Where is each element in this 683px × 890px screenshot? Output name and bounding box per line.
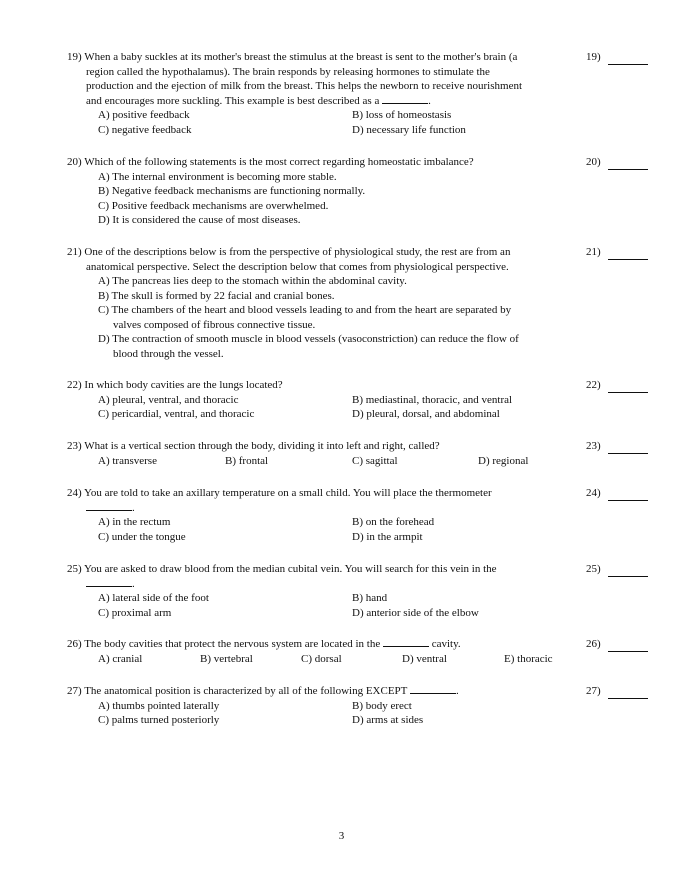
answer-number-19: 19) <box>586 51 601 63</box>
option-c-continued: valves composed of fibrous connective tissue. <box>113 318 316 331</box>
option-b: B) on the forehead <box>352 516 435 528</box>
option-d: D) necessary life function <box>352 123 466 136</box>
question-24: 24) You are told to take an axillary temperature on a small child. You will place the thermometer . A) in the rectum B) on the forehead C) under the tongue D) in the armpit <box>67 486 567 544</box>
answer-number-22: 22) <box>586 379 601 391</box>
option-b: B) body erect <box>352 699 412 712</box>
answer-number-24: 24) <box>586 487 601 499</box>
option-a: A) cranial <box>98 652 143 665</box>
question-stem: 21) One of the descriptions below is from the perspective of physiological study, the rest are from an <box>67 246 511 258</box>
option-c: C) Positive feedback mechanisms are overwhelmed. <box>98 199 329 212</box>
option-a: A) in the rectum <box>98 516 171 528</box>
question-stem: 20) Which of the following statements is the most correct regarding homeostatic imbalance? <box>67 156 474 168</box>
option-b: B) mediastinal, thoracic, and ventral <box>352 393 513 406</box>
question-22 <box>67 378 567 422</box>
option-c: C) sagittal <box>352 454 398 467</box>
option-e: E) thoracic <box>504 652 553 665</box>
question-stem: 27) The anatomical position is characterized by all of the following EXCEPT <box>67 685 408 697</box>
question-stem: 23) What is a vertical section through the body, dividing it into left and right, called? <box>67 440 440 452</box>
question-stem-end: cavity. <box>431 638 461 650</box>
question-27: 27) The anatomical position is characterized by all of the following EXCEPT . A) thumbs pointed laterally B) body erect C) palms turned posteriorly D) arms at sides <box>67 685 459 726</box>
answer-blank <box>382 94 428 104</box>
answer-number-25: 25) <box>586 563 601 575</box>
option-d: D) in the armpit <box>352 530 423 543</box>
answer-line-22[interactable] <box>608 392 648 393</box>
option-a: A) The internal environment is becoming more stable. <box>98 170 337 183</box>
question-stem: 24) You are told to take an axillary temperature on a small child. You will place the thermometer <box>67 487 492 499</box>
option-c: C) pericardial, ventral, and thoracic <box>98 408 255 420</box>
question-stem: 25) You are asked to draw blood from the median cubital vein. You will search for this vein in the <box>67 563 497 575</box>
question-stem: 22) In which body cavities are the lungs located? <box>67 379 283 391</box>
answer-line-24[interactable] <box>608 500 648 501</box>
question-19: 19) When a baby suckles at its mother's breast the stimulus at the breast is sent to the mother's brain (a region called the hypothalamus). The brain responds by releasing hormones to stimulate the production and the ejection of milk from the breast. This helps the newborn to receive nourishment and encourages more suckling. This example is best described as a . A) positive feedback B) loss of homeostasis C) negative feedback D) necessary life function <box>67 50 567 137</box>
answer-number-26: 26) <box>586 638 601 650</box>
answer-blank <box>86 577 132 587</box>
answer-blank <box>383 637 429 647</box>
answer-line-25[interactable] <box>608 576 648 577</box>
option-d: D) arms at sides <box>352 714 424 726</box>
option-d: D) pleural, dorsal, and abdominal <box>352 408 500 420</box>
page-number: 3 <box>338 830 345 842</box>
option-a: A) positive feedback <box>98 109 190 121</box>
option-c: C) proximal arm <box>98 606 172 619</box>
option-b: B) The skull is formed by 22 facial and cranial bones. <box>98 289 335 302</box>
question-stem: region called the hypothalamus). The brain responds by releasing hormones to stimulate the <box>86 65 490 78</box>
question-25: 25) You are asked to draw blood from the median cubital vein. You will search for this vein in the . A) lateral side of the foot B) hand C) proximal arm D) anterior side of the elbow <box>67 562 567 620</box>
option-c: C) palms turned posteriorly <box>98 714 220 726</box>
option-c: C) dorsal <box>301 652 342 665</box>
option-b: B) vertebral <box>200 652 253 665</box>
question-26 <box>67 637 567 666</box>
question-stem: 19) When a baby suckles at its mother's breast the stimulus at the breast is sent to the mother's brain (a <box>67 51 518 63</box>
answer-line-19[interactable] <box>608 64 648 65</box>
question-23 <box>67 439 567 468</box>
option-d: D) anterior side of the elbow <box>352 606 479 619</box>
answer-number-23: 23) <box>586 440 601 452</box>
option-d: D) The contraction of smooth muscle in blood vessels (vasoconstriction) can reduce the flow of <box>98 333 519 345</box>
option-c: C) under the tongue <box>98 530 186 543</box>
answer-line-23[interactable] <box>608 453 648 454</box>
option-d: D) regional <box>478 454 529 467</box>
answer-number-20: 20) <box>586 156 601 168</box>
question-21 <box>67 245 567 361</box>
option-b: B) frontal <box>225 454 269 467</box>
option-b: B) Negative feedback mechanisms are functioning normally. <box>98 185 366 197</box>
answer-line-27[interactable] <box>608 698 648 699</box>
option-a: A) transverse <box>98 454 157 467</box>
option-d-continued: blood through the vessel. <box>113 347 224 360</box>
option-a: A) pleural, ventral, and thoracic <box>98 393 239 406</box>
option-b: B) loss of homeostasis <box>352 109 452 121</box>
option-a: A) The pancreas lies deep to the stomach within the abdominal cavity. <box>98 275 407 287</box>
option-c: C) The chambers of the heart and blood vessels leading to and from the heart are separated by <box>98 304 512 316</box>
question-20 <box>67 155 567 228</box>
option-d: D) It is considered the cause of most diseases. <box>98 214 301 226</box>
question-stem: and encourages more suckling. This example is best described as a <box>86 94 380 107</box>
option-c: C) negative feedback <box>98 123 192 136</box>
answer-blank <box>86 501 132 511</box>
option-a: A) thumbs pointed laterally <box>98 699 220 712</box>
answer-number-27: 27) <box>586 685 601 697</box>
answer-line-21[interactable] <box>608 259 648 260</box>
option-a: A) lateral side of the foot <box>98 592 209 604</box>
answer-blank <box>410 684 456 694</box>
answer-number-21: 21) <box>586 246 601 258</box>
answer-line-20[interactable] <box>608 169 648 170</box>
option-d: D) ventral <box>402 652 447 665</box>
question-stem: anatomical perspective. Select the description below that comes from physiological perspective. <box>86 260 509 273</box>
question-stem: production and the ejection of milk from the breast. This helps the newborn to receive nourishment <box>86 80 523 92</box>
question-stem: 26) The body cavities that protect the nervous system are located in the <box>67 638 381 650</box>
option-b: B) hand <box>352 592 388 604</box>
answer-line-26[interactable] <box>608 651 648 652</box>
